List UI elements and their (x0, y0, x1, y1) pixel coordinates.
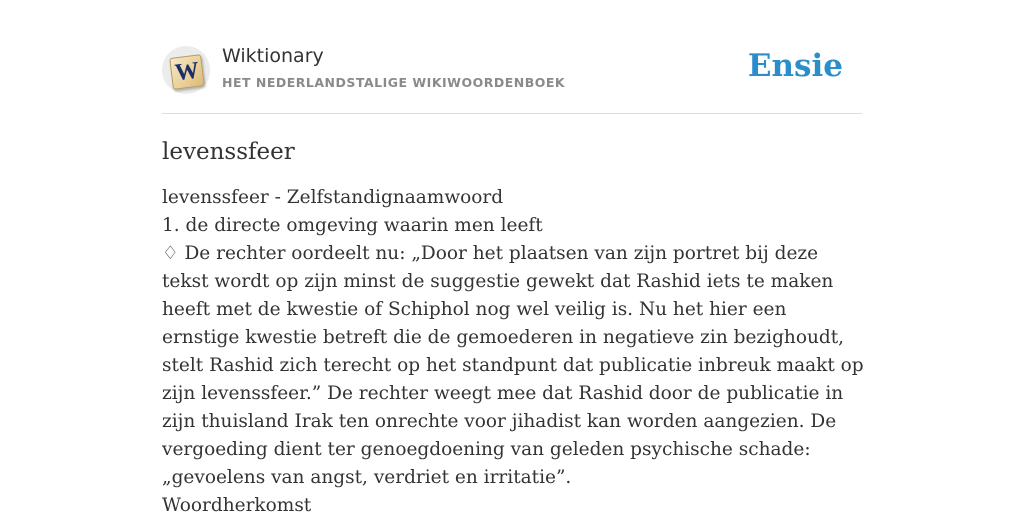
wiktionary-logo-icon[interactable] (162, 46, 210, 94)
example-quote: ♢ De rechter oordeelt nu: „Door het plaatsen van zijn portret bij deze tekst wordt op zijn minst de suggestie gewekt dat Rashid iets te maken heeft met de kwestie of Schiphol nog wel veilig is. Nu het hier een ernstige kwestie betreft die de gemoederen in negatieve zin bezighoudt, stelt Rashid zich terecht op het standpunt dat publicatie inbreuk maakt op zijn levenssfeer.” De rechter weegt mee dat Rashid door de publicatie in zijn thuisland Irak ten onrechte voor jihadist kan worden aangezien. De vergoeding dient ter genoegdoening van geleden psychische schade: „gevoelens van angst, verdriet en irritatie”. (162, 243, 864, 488)
word-class-line: levenssfeer - Zelfstandignaamwoord (162, 187, 504, 208)
entry-body (162, 184, 867, 512)
ensie-brand-logo[interactable]: Ensie (747, 48, 843, 84)
header-divider (162, 113, 862, 114)
definition: 1. de directe omgeving waarin men leeft (162, 215, 543, 236)
logo-letter: W (173, 57, 201, 87)
site-subtitle: HET NEDERLANDSTALIGE WIKIWOORDENBOEK (222, 75, 566, 90)
site-title[interactable]: Wiktionary (222, 45, 324, 67)
main-content (162, 134, 867, 512)
etymology-heading: Woordherkomst (162, 495, 312, 512)
site-header (162, 44, 862, 100)
logo-tile (169, 54, 205, 90)
page-title: levenssfeer (162, 139, 295, 165)
